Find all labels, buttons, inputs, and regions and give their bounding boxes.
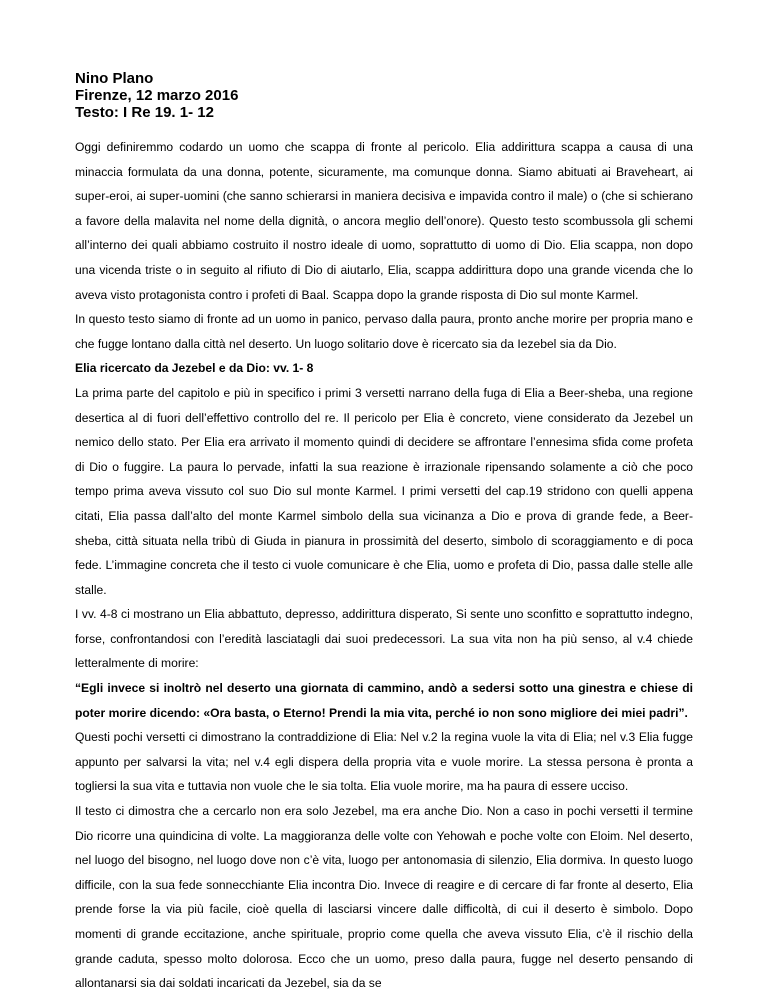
section-heading: Elia ricercato da Jezebel e da Dio: vv. 1- 8	[75, 361, 314, 376]
document-body	[75, 135, 693, 996]
document-header	[75, 70, 693, 121]
paragraph: I vv. 4-8 ci mostrano un Elia abbattuto, depresso, addirittura disperato, Si sente uno sconfitto e soprattutto indegno, forse, confrontandosi con l’eredità lasciatagli dai suoi predecessori. La sua vita non ha più senso, al v.4 chiede letteralmente di morire:	[75, 607, 693, 671]
text-reference: Testo: I Re 19. 1- 12	[75, 104, 214, 121]
paragraph: Questi pochi versetti ci dimostrano la contraddizione di Elia: Nel v.2 la regina vuole la vita di Elia; nel v.3 Elia fugge appunto per salvarsi la vita; nel v.4 egli dispera della propria vita e vuole morire. La stessa persona è pronta a togliersi la sua vita e tuttavia non vuole che le sia tolta. Elia vuole morire, ma ha paura di essere ucciso.	[75, 730, 693, 794]
paragraph: La prima parte del capitolo e più in specifico i primi 3 versetti narrano della fuga di Elia a Beer-sheba, una regione desertica al di fuori dell’effettivo controllo del re. Il pericolo per Elia è concreto, viene considerato da Jezebel un nemico dello stato. Per Elia era arrivato il momento quindi di decidere se affrontare l’ennesima sfida come profeta di Dio o fuggire. La paura lo pervade, infatti la sua reazione è irrazionale ripensando solamente a ciò che poco tempo prima aveva vissuto col suo Dio sul monte Karmel. I primi versetti del cap.19 stridono con quelli appena citati, Elia passa dall’alto del monte Karmel simbolo della sua vicinanza a Dio e prova di grande fede, a Beer-sheba, città situata nella tribù di Giuda in pianura in prossimità del deserto, simbolo di scoraggiamento e di poca fede. L’immagine concreta che il testo ci vuole comunicare è che Elia, uomo e profeta di Dio, passa dalle stelle alle stalle.	[75, 385, 693, 597]
author-name: Nino Plano	[75, 70, 154, 87]
paragraph: Oggi definiremmo codardo un uomo che scappa di fronte al pericolo. Elia addirittura scappa a causa di una minaccia formulata da una donna, potente, sicuramente, ma comunque donna. Siamo abituati ai Braveheart, ai super-eroi, ai super-uomini (che sanno schierarsi in maniera decisiva e impavida contro il male) o (che si schierano a favore della malavita nel nome della dignità, o ancora meglio dell’onore). Questo testo scombussola gli schemi all’interno dei quali abbiamo costruito il nostro ideale di uomo, soprattutto di uomo di Dio. Elia scappa, non dopo una vicenda triste o in seguito al rifiuto di Dio di aiutarlo, Elia, scappa addirittura dopo una grande vicenda che lo aveva visto protagonista contro i profeti di Baal. Scappa dopo la grande risposta di Dio sul monte Karmel.	[75, 140, 693, 302]
place-date: Firenze, 12 marzo 2016	[75, 87, 239, 104]
paragraph: In questo testo siamo di fronte ad un uomo in panico, pervaso dalla paura, pronto anche morire per propria mano e che fugge lontano dalla città nel deserto. Un luogo solitario dove è ricercato sia da Iezebel sia da Dio.	[75, 312, 693, 351]
paragraph: Il testo ci dimostra che a cercarlo non era solo Jezebel, ma era anche Dio. Non a caso in pochi versetti il termine Dio ricorre una quindicina di volte. La maggioranza delle volte con Yehowah e poche volte con Eloim. Nel deserto, nel luogo del bisogno, nel luogo dove non c’è vita, luogo per antonomasia di silenzio, Elia dormiva. In questo luogo difficile, con la sua fede sonnecchiante Elia incontra Dio. Invece di reagire e di cercare di far fronte al deserto, Elia prende forse la via più facile, cioè quella di lasciarsi vincere dalle difficoltà, di cui il deserto è simbolo. Dopo momenti di grande eccitazione, anche spirituale, proprio come quella che aveva vissuto Elia, c’è il rischio della grande caduta, spesso molto dolorosa. Ecco che un uomo, preso dalla paura, fugge nel deserto pensando di allontanarsi sia dai soldati incaricati da Jezebel, sia da se	[75, 804, 693, 991]
bible-quote: “Egli invece si inoltrò nel deserto una giornata di cammino, andò a sedersi sotto una ginestra e chiese di poter morire dicendo: «Ora basta, o Eterno! Prendi la mia vita, perché io non sono migliore dei miei padri”.	[75, 681, 693, 720]
